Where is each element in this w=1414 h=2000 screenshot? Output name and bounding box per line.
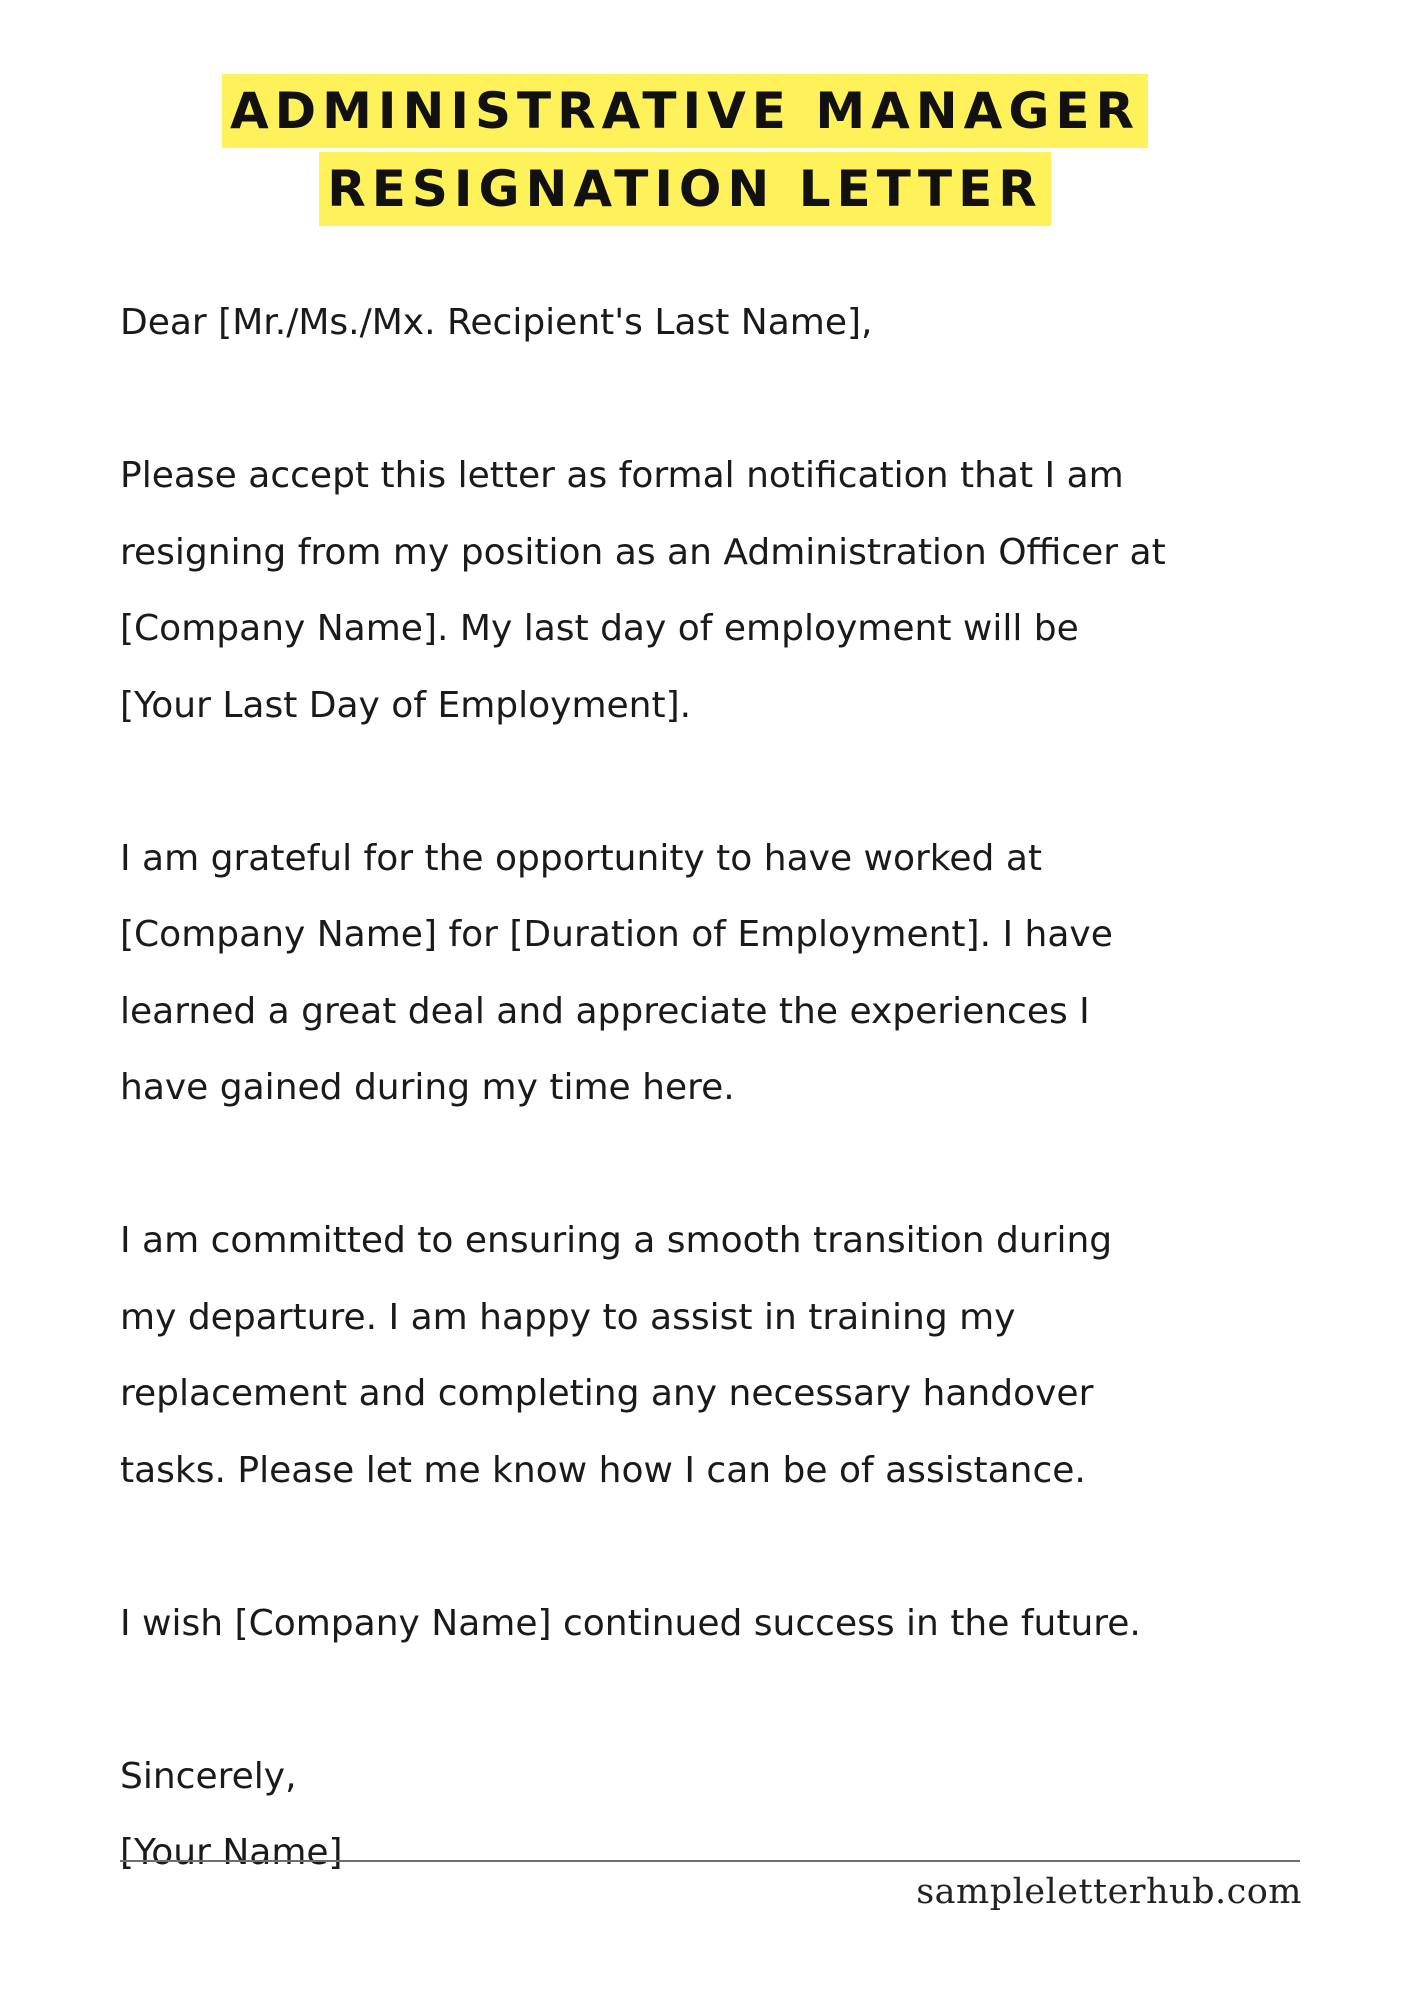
letter-title bbox=[0, 74, 1370, 226]
closing: Sincerely, bbox=[120, 1755, 297, 1797]
paragraph-transition: I am committed to ensuring a smooth transition during my departure. I am happy to assist in training my replacement and completing any necessary handover tasks. Please let me know how I can be of assistance. bbox=[120, 1220, 1113, 1491]
paragraph-spacer bbox=[120, 744, 1360, 821]
paragraph-spacer bbox=[120, 1662, 1360, 1739]
paragraph-notification: Please accept this letter as formal notification that I am resigning from my position as an Administration Officer at [Company Name]. My last day of employment will be [Your Last Day of Employment]. bbox=[120, 455, 1166, 726]
letter-body bbox=[120, 285, 1360, 1892]
paragraph-spacer bbox=[120, 362, 1360, 439]
title-line-2: RESIGNATION LETTER bbox=[319, 152, 1050, 226]
paragraph-spacer bbox=[120, 1127, 1360, 1204]
footer-website: sampleletterhub.com bbox=[916, 1872, 1302, 1912]
paragraph-wishes: I wish [Company Name] continued success in the future. bbox=[120, 1602, 1141, 1644]
paragraph-spacer bbox=[120, 1509, 1360, 1586]
title-line-1: ADMINISTRATIVE MANAGER bbox=[222, 74, 1148, 148]
signature-name: [Your Name] bbox=[120, 1832, 343, 1873]
paragraph-gratitude: I am grateful for the opportunity to have worked at [Company Name] for [Duration of Employment]. I have learned a great deal and appreciate the experiences I have gained during my time here. bbox=[120, 837, 1113, 1108]
signature-rule bbox=[120, 1860, 1300, 1862]
salutation: Dear [Mr./Ms./Mx. Recipient's Last Name], bbox=[120, 302, 873, 343]
